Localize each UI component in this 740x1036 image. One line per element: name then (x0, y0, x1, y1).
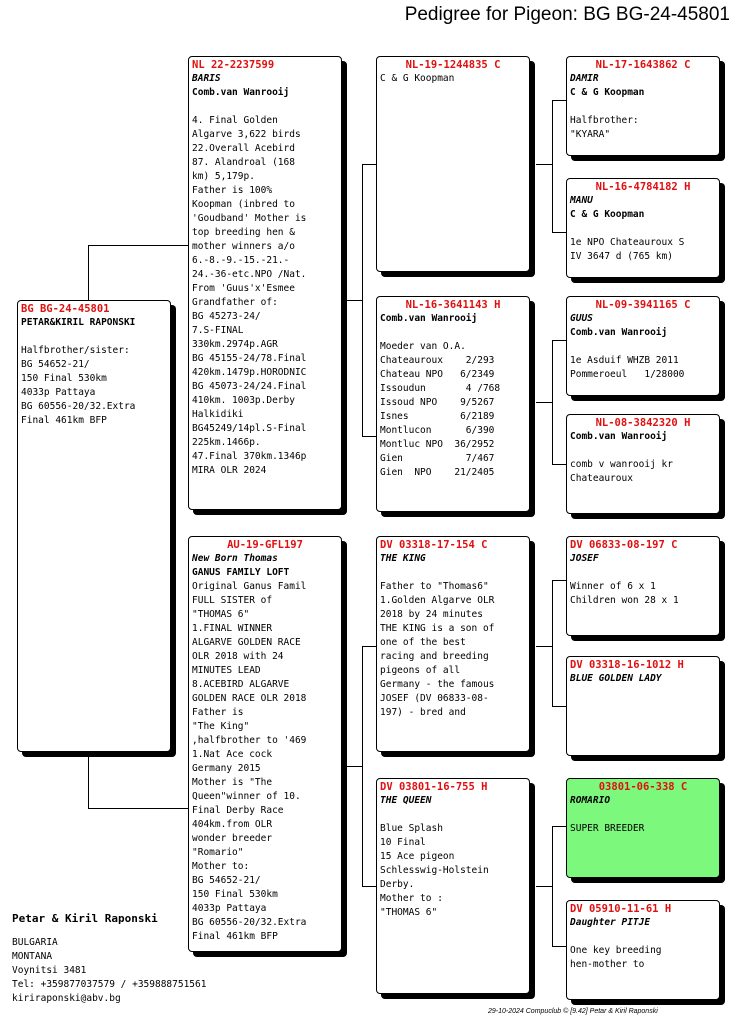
subject-card[interactable] (17, 300, 171, 752)
breeder-name: Comb.van Wanrooij (570, 431, 668, 442)
pigeon-notes: Halfbrother/sister: BG 54652-21/ 150 Final 530km 4033p Pattaya BG 60556-20/32.Extra Final 461km BFP (21, 345, 136, 426)
great-grandparent-card-fmf[interactable] (566, 296, 720, 396)
breeder-name: C & G Koopman (380, 73, 455, 84)
pigeon-name: Daughter PITJE (570, 917, 651, 928)
pigeon-notes: Father to "Thomas6" 1.Golden Algarve OLR 2018 by 24 minutes THE KING is a son of one of the best racing and breeding pigeons of all Germany - the famous JOSEF (DV 06833-08- 197) - bred and (380, 581, 495, 718)
ring-number: NL-19-1244835 C (405, 59, 501, 71)
pigeon-name: ROMARIO (570, 795, 611, 806)
connector-line (552, 232, 566, 233)
connector-line (536, 886, 553, 887)
ring-number: BG BG-24-45801 (21, 303, 110, 315)
ring-number: DV 06833-08-197 C (570, 539, 678, 551)
ring-number: AU-19-GFL197 (227, 539, 303, 551)
ring-number: 03801-06-338 C (598, 781, 688, 793)
ring-number: NL-16-3641143 H (405, 299, 501, 311)
connector-line (536, 402, 553, 403)
pigeon-notes: Moeder van O.A. Chateauroux 2/293 Chateau NPO 6/2349 Issoudun 4 /768 Issoud NPO 9/5267 Isnes 6/2189 Montlucon 6/390 Montluc NPO 36/2952 Gien 7/467 Gien NPO 21/2405 (380, 341, 501, 478)
ring-number: DV 03318-16-1012 H (570, 659, 684, 671)
pigeon-name: MANU (570, 195, 593, 206)
connector-line (552, 580, 566, 581)
pigeon-name: JOSEF (570, 553, 599, 564)
owner-address: BULGARIA MONTANA Voynitsi 3481 Tel: +359877037579 / +359888751561 kiriraponski@abv.bg (12, 937, 207, 1004)
ring-number: NL-09-3941165 C (595, 299, 691, 311)
connector-line (362, 436, 376, 437)
pigeon-notes: 1e NPO Chateauroux S IV 3647 d (765 km) (570, 237, 685, 262)
great-grandparent-card-ffm[interactable] (566, 178, 720, 278)
pigeon-name: THE KING (380, 553, 426, 564)
breeder-name: Comb.van Wanrooij (380, 313, 478, 324)
ring-number: NL-17-1643862 C (595, 59, 691, 71)
pigeon-notes: Original Ganus Famil FULL SISTER of "THOMAS 6" 1.FINAL WINNER ALGARVE GOLDEN RACE OLR 2018 with 24 MINUTES LEAD 8.ACEBIRD ALGARVE GOLDEN RACE OLR 2018 Father is "The King" ,halfbrother to '469 1.Nat Ace cock Germany 2015 Mother is "The Queen"winner of 10. Final Derby Race 404km.from OLR wonder breeder "Romario" Mother to: BG 54652-21/ 150 Final 530km 4033p Pattaya BG 60556-20/32.Extra Final 461km BFP (192, 581, 307, 942)
ring-number: NL-16-4784182 H (595, 181, 691, 193)
great-grandparent-card-mff[interactable] (566, 536, 720, 636)
ring-number: DV 03801-16-755 H (380, 781, 488, 793)
ring-number: DV 05910-11-61 H (570, 903, 672, 915)
connector-line (552, 100, 553, 232)
great-grandparent-card-mfm[interactable] (566, 656, 720, 756)
great-grandparent-card-mmf[interactable] (566, 778, 720, 878)
connector-line (552, 100, 566, 101)
great-grandparent-card-mmm[interactable] (566, 900, 720, 1000)
pigeon-notes: comb v wanrooij kr Chateauroux (570, 459, 673, 484)
pigeon-notes: Halfbrother: "KYARA" (570, 115, 639, 140)
pigeon-name: BARIS (192, 73, 221, 84)
connector-line (342, 766, 363, 767)
pigeon-notes: Blue Splash 10 Final 15 Ace pigeon Schlesswig-Holstein Derby. Mother to : "THOMAS 6" (380, 823, 489, 918)
connector-line (88, 808, 188, 809)
page-title: Pedigree for Pigeon: BG BG-24-45801 (404, 4, 730, 25)
connector-line (88, 245, 89, 301)
breeder-name: Comb.van Wanrooij (192, 87, 290, 98)
paternal-grandmother-card[interactable] (376, 296, 530, 512)
pigeon-notes: 4. Final Golden Algarve 3,622 birds 22.Overall Acebird 87. Alandroal (168 km) 5,179p. Father is 100% Koopman (inbred to 'Goudband' Mother is top breeding hen & mother winners a/o 6.-8.-9.-15.-21.- 24.-36-etc.NPO /Nat. From 'Guus'x'Esmee Grandfather of: BG 45273-24/ 7.S-FINAL 330km.2974p.AGR BG 45155-24/78.Final 420km.1479p.HORODNIC BG 45073-24/24.Final 410km. 1003p.Derby Halkidiki BG45249/14pl.S-Final 225km.1466p. 47.Final 370km.1346p MIRA OLR 2024 (192, 115, 307, 476)
breeder-name: Comb.van Wanrooij (570, 327, 668, 338)
pigeon-name: GUUS (570, 313, 593, 324)
maternal-grandmother-card[interactable] (376, 778, 530, 994)
connector-line (362, 646, 376, 647)
pigeon-name: THE QUEEN (380, 795, 432, 806)
father-card[interactable] (188, 56, 342, 510)
connector-line (552, 340, 566, 341)
connector-line (552, 580, 553, 706)
connector-line (88, 752, 89, 808)
mother-card[interactable] (188, 536, 342, 952)
breeder-name: PETAR&KIRIL RAPONSKI (21, 317, 136, 328)
connector-line (362, 886, 376, 887)
ring-number: NL-08-3842320 H (595, 417, 691, 429)
owner-name: Petar & Kiril Raponski (12, 912, 158, 925)
breeder-name: C & G Koopman (570, 87, 645, 98)
great-grandparent-card-fmm[interactable] (566, 414, 720, 514)
pigeon-notes: Winner of 6 x 1 Children won 28 x 1 (570, 581, 679, 606)
connector-line (88, 245, 188, 246)
pigeon-name: BLUE GOLDEN LADY (570, 673, 662, 684)
ring-number: NL 22-2237599 (192, 59, 275, 71)
pigeon-notes: 1e Asduif WHZB 2011 Pommeroeul 1/28000 (570, 355, 685, 380)
connector-line (552, 946, 566, 947)
connector-line (552, 706, 566, 707)
pigeon-notes: SUPER BREEDER (570, 823, 645, 834)
connector-line (552, 464, 566, 465)
maternal-grandfather-card[interactable] (376, 536, 530, 752)
pigeon-name: New Born Thomas (192, 553, 278, 564)
pigeon-name: DAMIR (570, 73, 599, 84)
ring-number: DV 03318-17-154 C (380, 539, 488, 551)
connector-line (536, 164, 553, 165)
connector-line (362, 164, 376, 165)
paternal-grandfather-card[interactable] (376, 56, 530, 272)
connector-line (536, 646, 553, 647)
breeder-name: GANUS FAMILY LOFT (192, 567, 290, 578)
great-grandparent-card-fff[interactable] (566, 56, 720, 156)
connector-line (342, 300, 363, 301)
pigeon-notes: One key breeding hen-mother to (570, 945, 662, 970)
program-footer: 29-10-2024 Compuclub © [9.42] Petar & Kiril Raponski (488, 1008, 658, 1015)
breeder-name: C & G Koopman (570, 209, 645, 220)
connector-line (552, 826, 566, 827)
